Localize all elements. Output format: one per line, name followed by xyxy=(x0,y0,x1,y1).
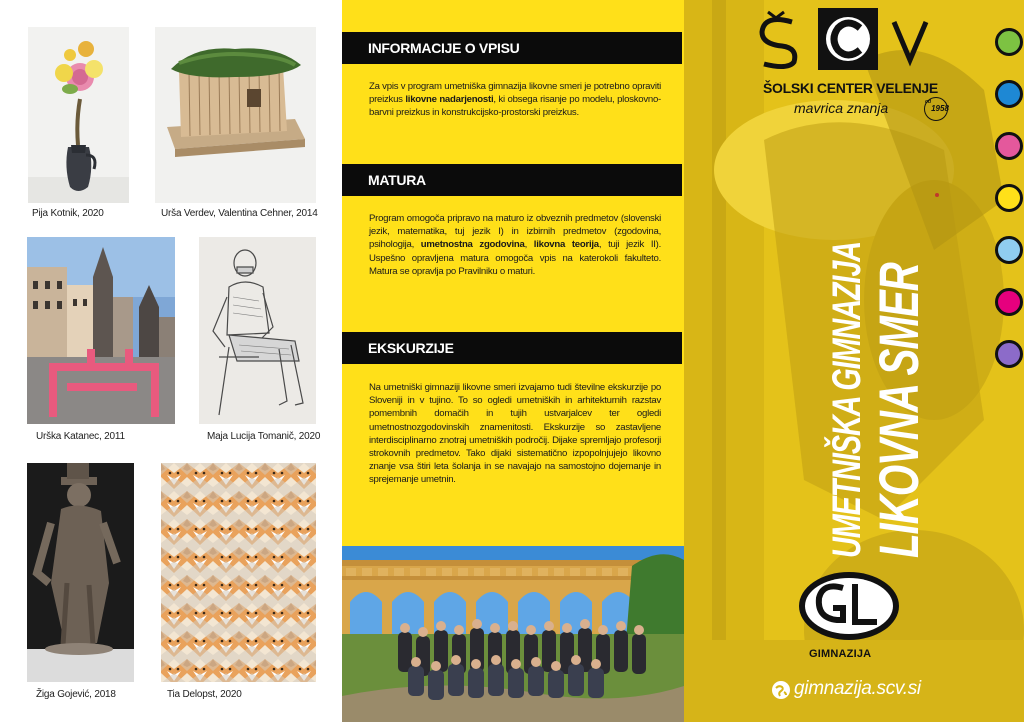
gallery-panel xyxy=(0,0,342,722)
section-text-vpis: Za vpis v program umetniška gimnazija likovne smeri je potrebno opraviti preizkus likovne nadarjenosti, ki obsega risanje po modelu, ploskovno-barvni preizkus in konstrukcijsko-prostorski preizkus. xyxy=(369,81,661,119)
artwork-caption: Urška Katanec, 2011 xyxy=(36,431,125,442)
gimnazija-logo-icon xyxy=(793,568,905,644)
color-dot xyxy=(995,80,1023,108)
excursion-group-photo xyxy=(342,546,684,722)
cover-panel xyxy=(684,0,1024,722)
info-panel xyxy=(342,0,684,722)
cover-title-line2: LIKOVNA SMER xyxy=(867,263,930,558)
section-heading-vpis: INFORMACIJE O VPISU xyxy=(342,32,682,64)
artwork-caption: Maja Lucija Tomanič, 2020 xyxy=(207,431,321,442)
color-dot xyxy=(995,236,1023,264)
artwork-sculpture-photo xyxy=(27,463,134,682)
artwork-house-model-photo xyxy=(155,27,316,203)
color-dot xyxy=(995,340,1023,368)
since-year: 1958 xyxy=(931,104,949,113)
scv-logo-icon xyxy=(754,8,954,70)
program-label: GIMNAZIJA xyxy=(809,648,872,660)
artwork-caption: Pija Kotnik, 2020 xyxy=(32,208,104,219)
cover-title-line1: UMETNIŠKA GIMNAZIJA xyxy=(825,241,869,558)
school-name: ŠOLSKI CENTER VELENJE xyxy=(763,80,938,96)
website-link[interactable] xyxy=(794,678,921,700)
section-heading-matura: MATURA xyxy=(342,164,682,196)
artwork-caption: Žiga Gojević, 2018 xyxy=(36,689,116,700)
section-text-ekskurzije: Na umetniški gimnaziji likovne smeri izvajamo tudi številne ekskurzije po Sloveniji in v tujino. To so ogledi umetniških in arhitekturnih razstav pomembnih domačih in tujih ustvarjalcev ter ogledi umetnostnozgodovinskih znamenitosti. Ekskurzije so zastavljene interdisciplinarno znotraj umetniških področij. Dijake spremljajo profesorji strokovnih predmetov. Tako dijaki sistematično izpopolnjujejo likovno znanje vsa štiri leta šolanja in se navajajo na samostojno dojemanje in sprejemanje umetnin. xyxy=(369,382,661,486)
since-prefix: od xyxy=(925,99,932,105)
cover-title xyxy=(824,168,934,558)
school-slogan: mavrica znanja xyxy=(794,100,889,116)
section-text-matura: Program omogoča pripravo na maturo iz obveznih predmetov (slovenski jezik, matematika, tuj jezik I) in izbirnih predmetov (zgodovina, psihologija, umetnostna zgodovina, likovna teorija, tuji jezik II). Uspešno opravljena matura omogoča vpis na katerokoli fakulteto. Matura se opravlja po Pravilniku o maturi. xyxy=(369,213,662,277)
artwork-caption: Tia Delopst, 2020 xyxy=(167,689,242,700)
artwork-bench-photo xyxy=(27,237,175,424)
globe-icon xyxy=(772,681,790,699)
color-dot xyxy=(995,28,1023,56)
artwork-vase-photo xyxy=(28,27,129,203)
artwork-drawing-photo xyxy=(199,237,316,424)
artwork-fox-pattern-photo xyxy=(161,463,316,682)
section-heading-ekskurzije: EKSKURZIJE xyxy=(342,332,682,364)
color-dot xyxy=(995,184,1023,212)
since-badge xyxy=(924,97,948,121)
color-dot xyxy=(995,288,1023,316)
color-dot xyxy=(995,132,1023,160)
website-text[interactable]: gimnazija.scv.si xyxy=(794,678,921,699)
artwork-caption: Urša Verdev, Valentina Cehner, 2014 xyxy=(161,208,318,219)
